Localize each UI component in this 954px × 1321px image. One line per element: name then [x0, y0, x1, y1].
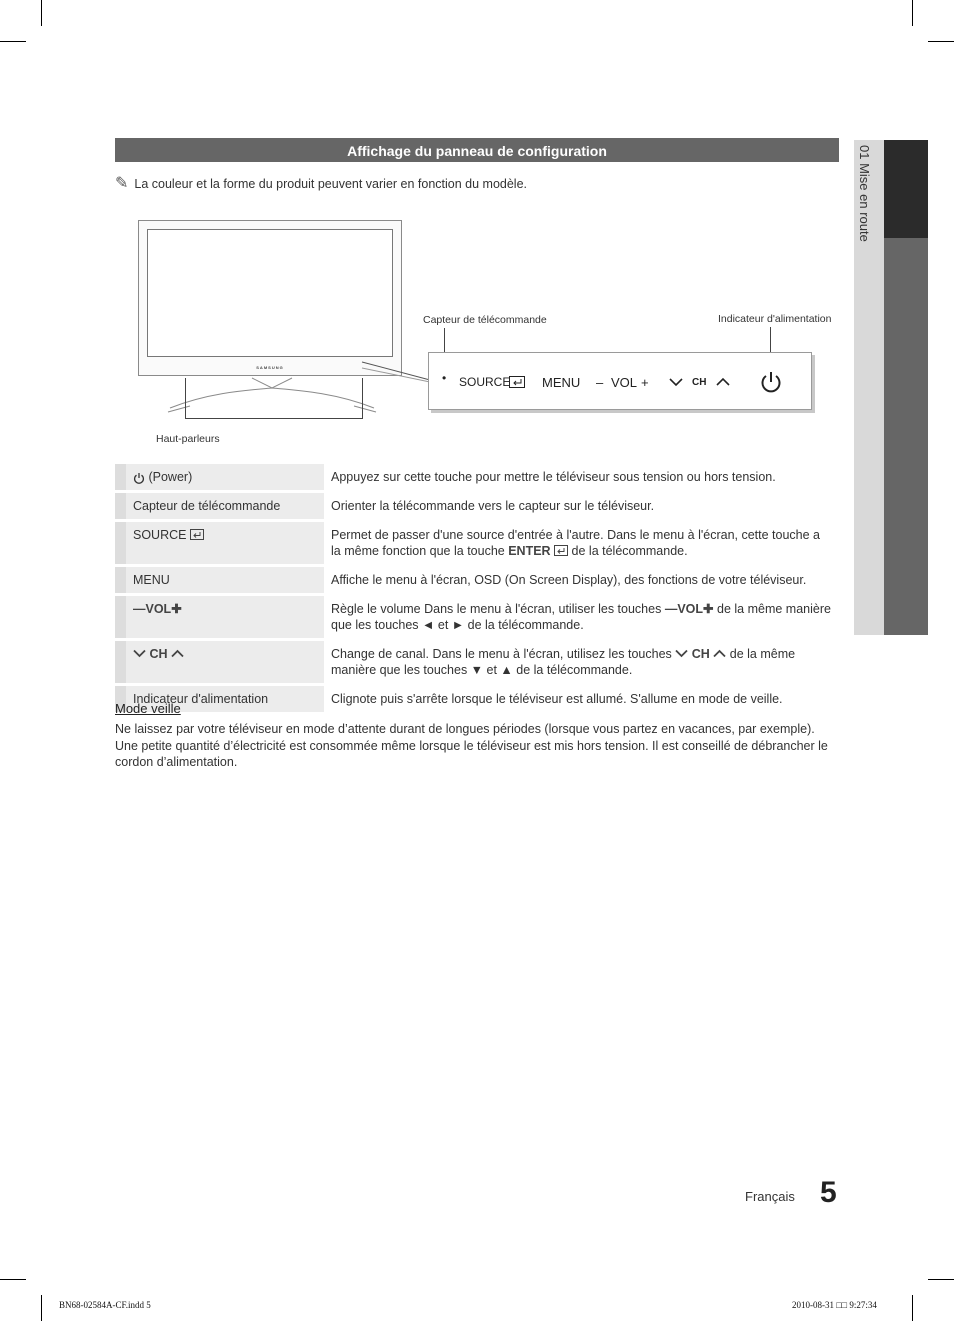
row-marker: [115, 567, 126, 593]
tv-illustration: [138, 220, 402, 376]
chevron-down-icon: [133, 649, 146, 658]
minus-icon: –: [596, 375, 604, 390]
footer-language: Français: [745, 1189, 795, 1204]
crop-mark: [912, 0, 913, 26]
crop-mark: [912, 1295, 913, 1321]
row-name: CH: [126, 641, 324, 683]
table-row: [115, 641, 839, 683]
panel-vol-label: VOL: [611, 375, 638, 390]
table-row: [115, 464, 839, 490]
remote-sensor-dot: •: [442, 371, 447, 385]
tv-brand-logo: SAMSUNG: [256, 365, 284, 370]
standby-text: Ne laissez par votre téléviseur en mode d’attente durant de longues périodes (lorsque vous partez en vacances, par exemple). Une petite quantité d’électricité est consommée même lorsque le téléviseur est mis hors tension. Il est conseillé de débrancher le cordon d’alimentation.: [115, 722, 828, 769]
row-marker: [115, 493, 126, 519]
tv-stand: [160, 376, 385, 416]
pencil-icon: ✎: [115, 175, 129, 192]
enter-icon: [554, 545, 568, 556]
page-number: 5: [820, 1176, 837, 1209]
row-marker: [115, 641, 126, 683]
remote-sensor-label: Capteur de télécommande: [423, 314, 547, 326]
minus-icon: —: [133, 602, 146, 616]
table-row: [115, 493, 839, 519]
plus-icon: +: [641, 375, 649, 390]
control-panel: [428, 352, 812, 410]
standby-heading: Mode veille: [115, 701, 181, 716]
row-description: Clignote puis s'arrête lorsque le téléviseur est allumé. S'allume en mode de veille.: [331, 692, 783, 706]
table-row: [115, 686, 839, 712]
side-tab-label: 01 Mise en route: [857, 145, 872, 242]
row-name: (Power): [126, 464, 324, 490]
side-tab-marker: [884, 140, 928, 238]
power-indicator-label: Indicateur d'alimentation: [718, 313, 832, 325]
row-name: SOURCE: [126, 522, 324, 564]
speakers-label: Haut-parleurs: [156, 433, 220, 445]
print-date-info: 2010-08-31 □□ 9:27:34: [792, 1300, 877, 1310]
row-description: Change de canal. Dans le menu à l'écran, utilisez les touches CH de la même manière que les touches ▼ et ▲ de la télécommande.: [331, 647, 796, 677]
row-marker: [115, 522, 126, 564]
table-row: [115, 567, 839, 593]
row-marker: [115, 596, 126, 638]
row-description: Orienter la télécommande vers le capteur sur le téléviseur.: [331, 499, 655, 513]
row-name: Capteur de télécommande: [126, 493, 324, 519]
chevron-down-icon: [675, 649, 688, 658]
row-marker: [115, 464, 126, 490]
chevron-up-icon: [713, 649, 726, 658]
panel-ch-label: CH: [692, 377, 707, 388]
row-description: Règle le volume Dans le menu à l'écran, utiliser les touches —VOL✚ de la même manière que les touches ◄ et ► de la télécommande.: [331, 602, 831, 632]
row-description: Permet de passer d'une source d'entrée à l'autre. Dans le menu à l'écran, cette touche a la même fonction que la touche ENTER de la télécommande.: [331, 528, 820, 558]
panel-source-label: SOURCE: [459, 375, 511, 389]
panel-menu-label: MENU: [542, 375, 581, 390]
crop-mark: [41, 1295, 42, 1321]
power-icon: [133, 472, 145, 484]
speaker-line: [185, 418, 363, 419]
row-description: Affiche le menu à l'écran, OSD (On Screen Display), des fonctions de votre téléviseur.: [331, 573, 807, 587]
note: [115, 173, 527, 193]
plus-icon: ✚: [171, 602, 182, 616]
crop-mark: [41, 0, 42, 26]
tv-screen: [147, 229, 393, 357]
table-row: [115, 522, 839, 564]
table-row: [115, 596, 839, 638]
chevron-up-icon: [171, 649, 184, 658]
enter-icon: [190, 529, 204, 540]
chevron-up-icon: [716, 377, 730, 387]
print-file-info: BN68-02584A-CF.indd 5: [59, 1300, 151, 1310]
row-name: MENU: [126, 567, 324, 593]
row-name: Indicateur d'alimentation: [126, 686, 324, 712]
crop-mark: [928, 41, 954, 42]
speaker-line: [362, 378, 363, 419]
row-description: Appuyez sur cette touche pour mettre le téléviseur sous tension ou hors tension.: [331, 470, 776, 484]
crop-mark: [0, 1279, 26, 1280]
crop-mark: [0, 41, 26, 42]
row-name: —VOL✚: [126, 596, 324, 638]
plus-icon: ✚: [703, 602, 714, 616]
section-title: Affichage du panneau de configuration: [115, 138, 839, 162]
speaker-line: [185, 378, 186, 419]
note-text: La couleur et la forme du produit peuvent varier en fonction du modèle.: [134, 177, 528, 191]
controls-table: [115, 461, 839, 715]
crop-mark: [928, 1279, 954, 1280]
minus-icon: —: [664, 602, 678, 616]
chevron-down-icon: [669, 377, 683, 387]
enter-icon: [509, 376, 525, 388]
power-icon: [759, 370, 783, 394]
side-tab-strip: [884, 238, 928, 635]
